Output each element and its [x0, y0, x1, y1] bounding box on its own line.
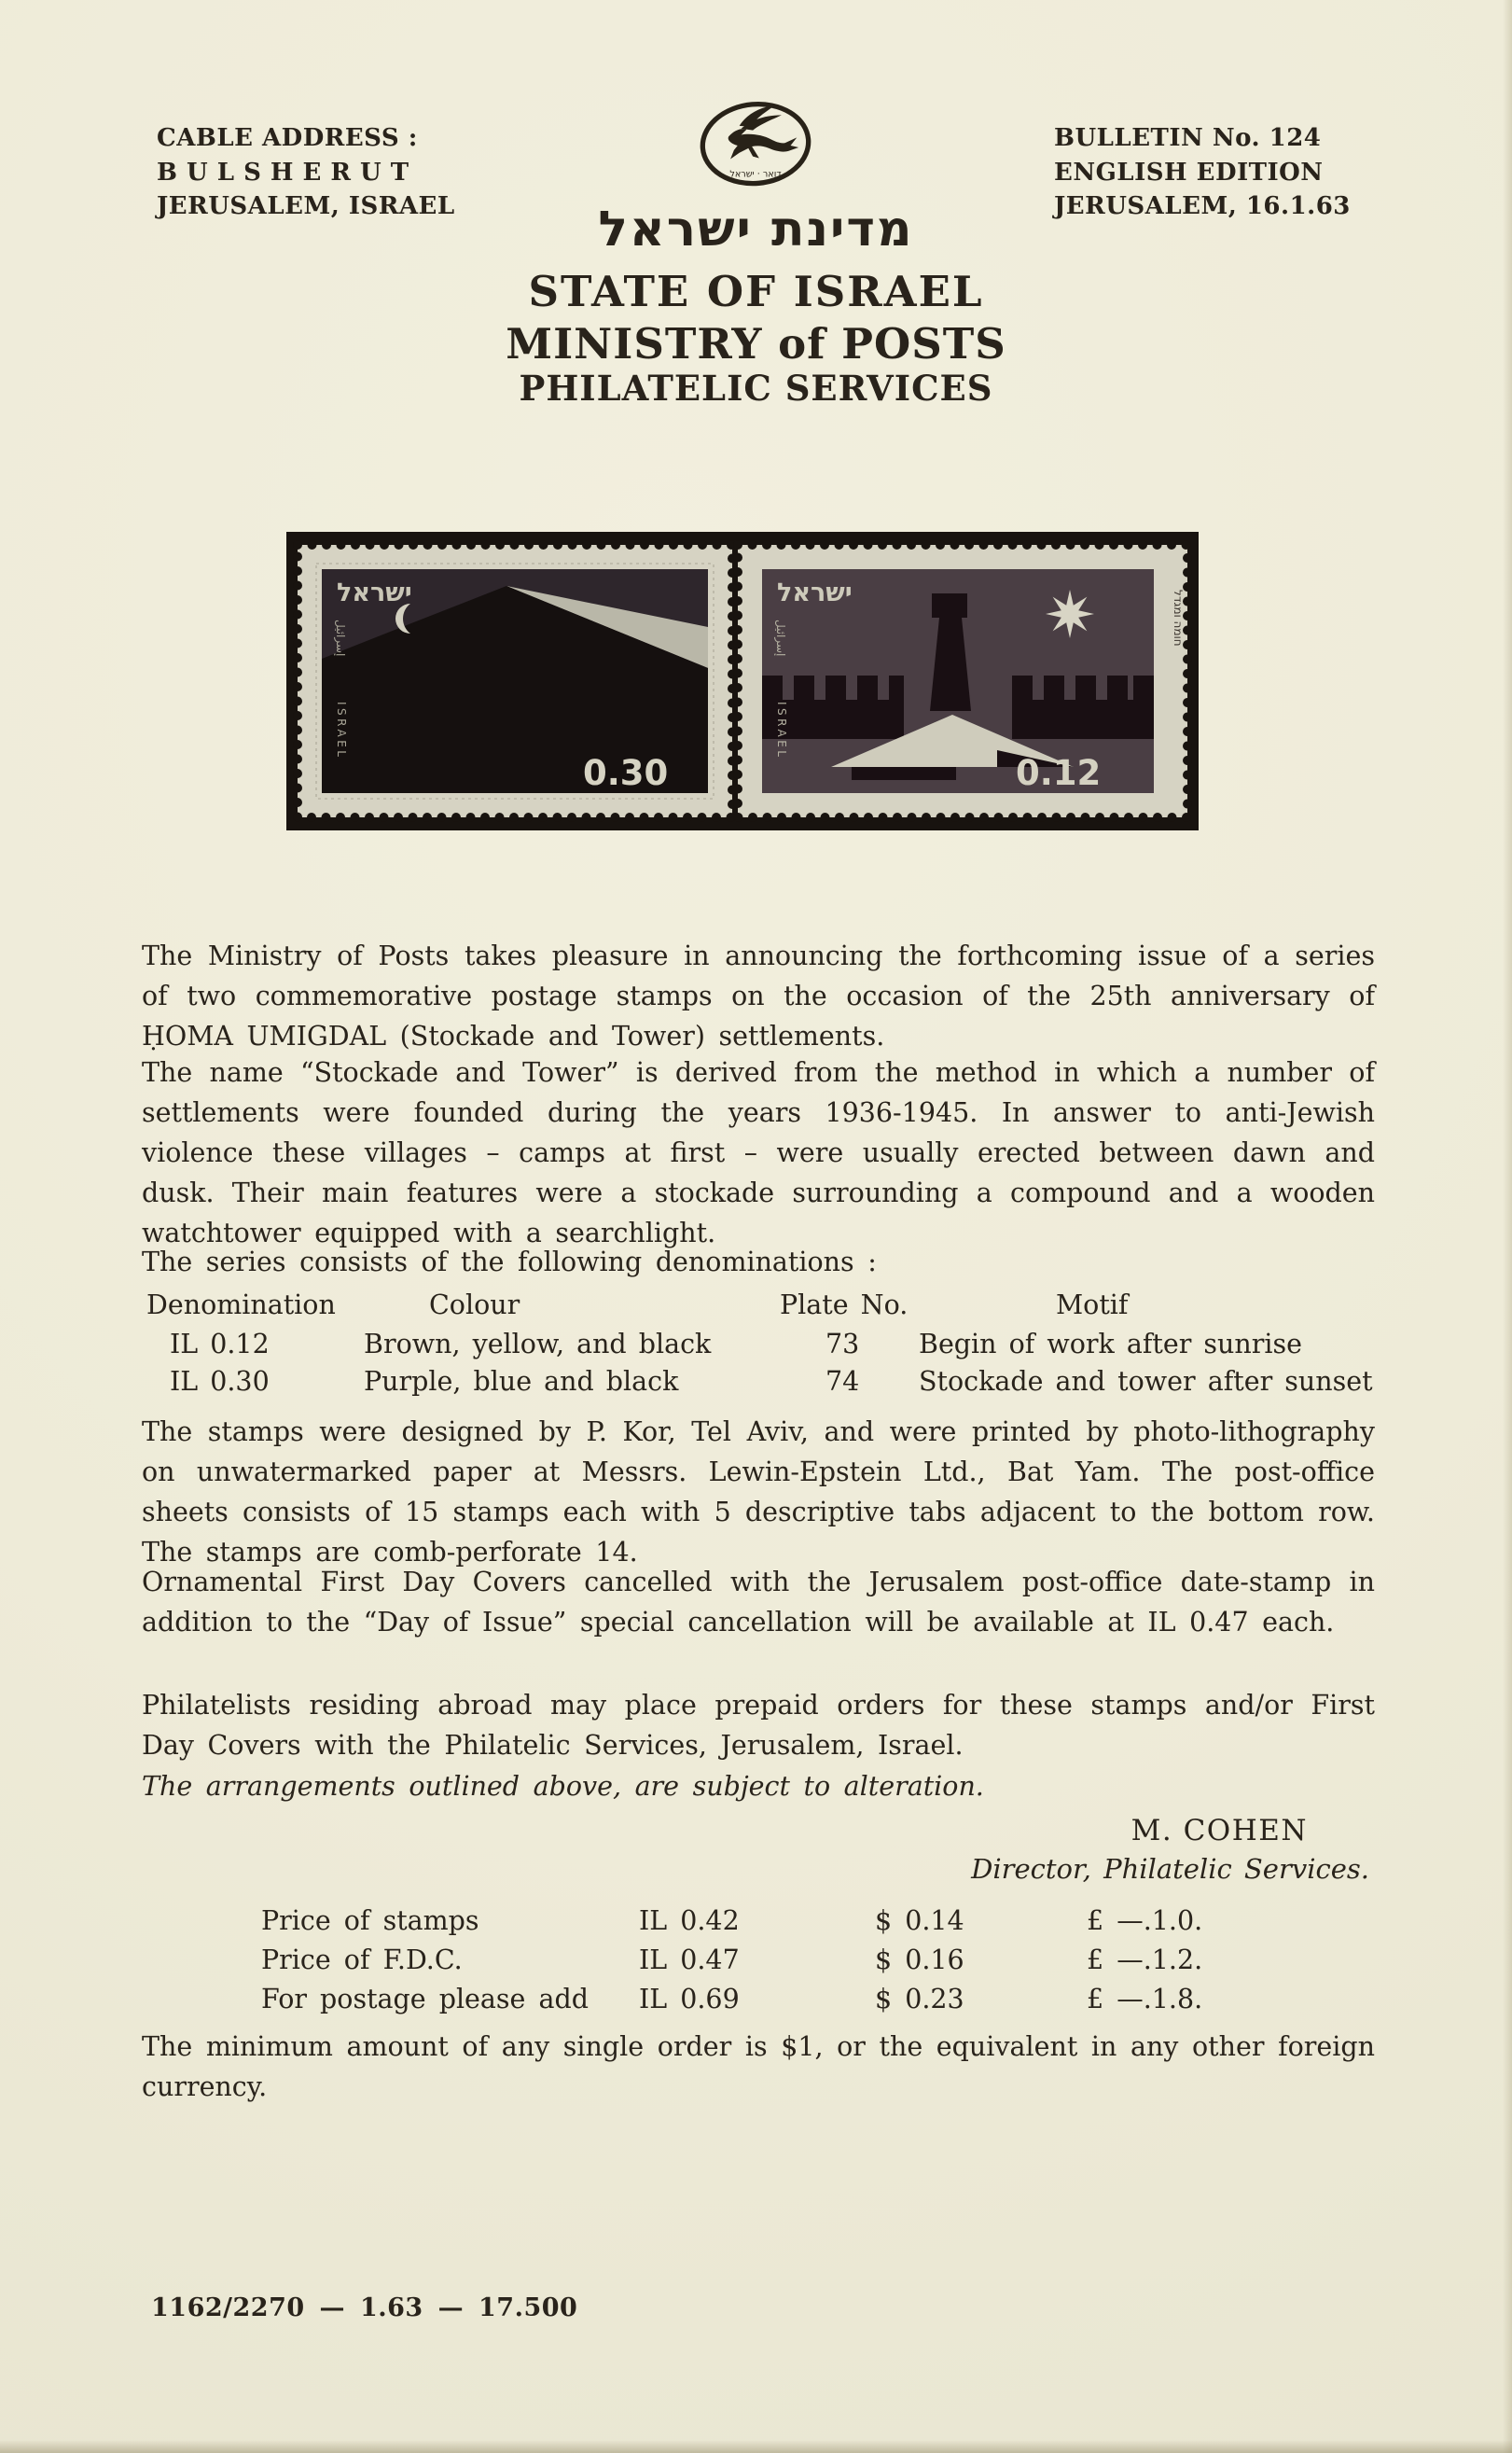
col-denomination: Denomination	[146, 1289, 336, 1320]
table-row	[142, 1366, 1375, 1406]
hebrew-state-name: מדינת ישראל	[598, 202, 914, 258]
cell-plate-no: 73	[825, 1329, 860, 1359]
stamp-left-country-latin: ISRAEL	[335, 702, 348, 760]
denominations-header-row	[142, 1289, 1375, 1330]
price-il: IL 0.69	[639, 1984, 740, 2014]
table-row	[142, 1329, 1375, 1369]
stamp-left	[298, 545, 732, 817]
price-label: For postage please add	[261, 1984, 589, 2014]
cell-plate-no: 74	[825, 1366, 860, 1397]
leaping-deer-icon	[684, 90, 827, 203]
price-gbp: £ —.1.8.	[1087, 1984, 1203, 2014]
cell-motif: Begin of work after sunrise	[919, 1329, 1302, 1359]
stamp-left-country-arabic: إسرائيل	[334, 620, 347, 657]
org-name-philatelic: PHILATELIC SERVICES	[519, 368, 993, 409]
price-usd: $ 0.14	[875, 1905, 964, 1936]
col-plate-no: Plate No.	[780, 1289, 909, 1320]
stamp-right-denomination: 0.12	[1016, 753, 1102, 793]
paragraph-minimum-order: The minimum amount of any single order is $1, or the equivalent in any other foreign currency.	[142, 2031, 1375, 2102]
cell-denomination: IL 0.12	[170, 1329, 270, 1359]
signature-name: M. COHEN	[1131, 1814, 1308, 1847]
cable-address-city: JERUSALEM, ISRAEL	[157, 192, 455, 220]
org-name-ministry: MINISTRY of POSTS	[506, 319, 1006, 369]
price-il: IL 0.47	[639, 1944, 740, 1975]
stamp-right-tab-inscription: חומה ומגדל	[1172, 590, 1185, 647]
cable-address-name: B U L S H E R U T	[157, 158, 409, 187]
footer-imprint: 1162/2270 — 1.63 — 17.500	[151, 2293, 578, 2322]
col-colour: Colour	[429, 1289, 520, 1320]
price-usd: $ 0.23	[875, 1984, 964, 2014]
org-name-state: STATE OF ISRAEL	[528, 267, 984, 316]
price-usd: $ 0.16	[875, 1944, 964, 1975]
paragraph-alteration-note: The arrangements outlined above, are subject to alteration.	[142, 1771, 984, 1802]
bulletin-number: BULLETIN No. 124	[1054, 124, 1322, 152]
stamp-right-illustration	[762, 569, 1154, 793]
stamps-figure	[286, 532, 1199, 830]
cell-motif: Stockade and tower after sunset	[919, 1366, 1373, 1397]
cell-denomination: IL 0.30	[170, 1366, 270, 1397]
stamp-left-illustration	[316, 564, 714, 799]
paragraph-history: The name “Stockade and Tower” is derived from the method in which a number of settlements were founded during the years 1936-1945. In answer to anti-Jewish violence these villages – camps at first – were usually erected between dawn and dusk. Their main features were a stockade surrounding a compound and a wooden watchtower equipped with a searchlight.	[142, 1057, 1375, 1248]
watchtower-icon	[930, 593, 971, 711]
stamp-right-country-arabic: إسرائيل	[774, 620, 787, 657]
price-gbp: £ —.1.2.	[1087, 1944, 1203, 1975]
paragraph-orders: Philatelists residing abroad may place prepaid orders for these stamps and/or First Day Covers with the Philatelic Services, Jerusalem, Israel.	[142, 1690, 1375, 1761]
postal-logo	[684, 90, 827, 203]
cell-colour: Brown, yellow, and black	[364, 1329, 712, 1359]
col-motif: Motif	[1056, 1289, 1129, 1320]
bulletin-edition: ENGLISH EDITION	[1054, 158, 1324, 187]
stamp-right-country-latin: ISRAEL	[775, 702, 788, 760]
stamp-right-country-hebrew: ישראל	[777, 578, 853, 607]
paragraph-fdc: Ornamental First Day Covers cancelled with the Jerusalem post-office date-stamp in addition to the “Day of Issue” special cancellation will be available at IL 0.47 each.	[142, 1567, 1375, 1638]
denominations-table	[142, 1247, 1375, 1415]
paragraph-announcement: The Ministry of Posts takes pleasure in announcing the forthcoming issue of a series of two commemorative postage stamps on the occasion of the 25th anniversary of ḤOMA UMIGDAL (Stockade and Tower) settlements.	[142, 941, 1375, 1052]
stamp-left-denomination: 0.30	[583, 753, 669, 793]
logo-caption: דואר · ישראל	[729, 169, 782, 180]
sunburst-icon	[1046, 590, 1094, 638]
price-row	[142, 1984, 1375, 2024]
price-il: IL 0.42	[639, 1905, 740, 1936]
price-row	[142, 1905, 1375, 1945]
price-gbp: £ —.1.0.	[1087, 1905, 1203, 1936]
signature-title: Director, Philatelic Services.	[971, 1853, 1369, 1885]
cell-colour: Purple, blue and black	[364, 1366, 679, 1397]
price-label: Price of stamps	[261, 1905, 479, 1936]
stamp-right	[738, 545, 1187, 817]
price-row	[142, 1944, 1375, 1985]
paragraph-printing: The stamps were designed by P. Kor, Tel Aviv, and were printed by photo-lithography on unwatermarked paper at Messrs. Lewin-Epstein Ltd., Bat Yam. The post-office sheets consists of 15 stamps each with 5 descriptive tabs adjacent to the bottom row. The stamps are comb-perforate 14.	[142, 1416, 1375, 1568]
cable-address-label: CABLE ADDRESS :	[157, 124, 418, 152]
denominations-intro: The series consists of the following denominations :	[142, 1247, 877, 1277]
price-label: Price of F.D.C.	[261, 1944, 463, 1975]
stamp-left-country-hebrew: ישראל	[337, 578, 412, 607]
bulletin-date: JERUSALEM, 16.1.63	[1054, 192, 1351, 220]
